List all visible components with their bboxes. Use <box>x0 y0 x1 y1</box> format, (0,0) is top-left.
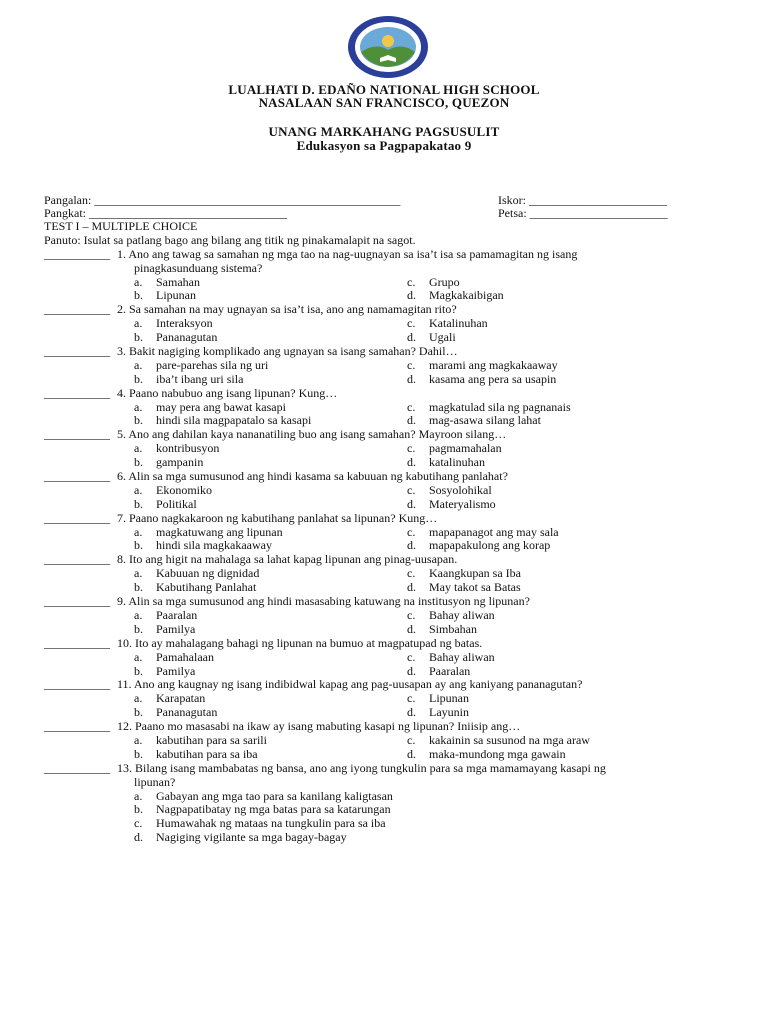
option-letter: a. <box>134 357 143 372</box>
option-letter: c. <box>407 399 416 414</box>
option-letter: a. <box>134 524 143 539</box>
option-letter: b. <box>134 802 143 817</box>
option-letter: d. <box>407 371 416 386</box>
options-row <box>44 803 744 817</box>
option-text: Paaralan <box>156 607 198 622</box>
option-text: Sosyolohikal <box>429 482 492 497</box>
option-text: pare-parehas sila ng uri <box>156 357 269 372</box>
option-text: Karapatan <box>156 691 206 706</box>
option-text: Ekonomiko <box>156 482 212 497</box>
question-row <box>44 248 744 262</box>
options-row <box>44 623 744 637</box>
option-text: Interaksyon <box>156 316 213 331</box>
options-row <box>44 734 744 748</box>
options-row <box>44 609 744 623</box>
option-letter: d. <box>407 580 416 595</box>
option-text: Lipunan <box>156 288 196 303</box>
answer-blank[interactable]: ___________ <box>44 760 110 775</box>
question-row <box>44 387 744 401</box>
option-text: katalinuhan <box>429 455 485 470</box>
option-text: kasama ang pera sa usapin <box>429 371 557 386</box>
option-letter: a. <box>134 316 143 331</box>
option-text: Humawahak ng mataas na tungkulin para sa iba <box>156 816 386 831</box>
question-text: 11. Ano ang kaugnay ng isang indibidwal kapag ang pag-uusapan ay ang kaniyang pananagutan? <box>117 677 583 692</box>
option-text: Pananagutan <box>156 705 218 720</box>
options-row <box>44 526 744 540</box>
question-row <box>44 762 744 776</box>
option-text: Paaralan <box>429 663 471 678</box>
question-text-continued: pinagkasunduang sistema? <box>134 260 263 275</box>
answer-blank[interactable]: ___________ <box>44 427 110 442</box>
options-row <box>44 331 744 345</box>
option-text: hindi sila magpapatalo sa kasapi <box>156 413 312 428</box>
date-field[interactable]: Petsa: _______________________ <box>498 206 668 220</box>
option-text: Kaangkupan sa Iba <box>429 566 521 581</box>
option-text: Lipunan <box>429 691 469 706</box>
option-text: Simbahan <box>429 621 477 636</box>
option-text: Bahay aliwan <box>429 649 495 664</box>
options-row <box>44 539 744 553</box>
question-text-continued: lipunan? <box>134 774 176 789</box>
question-text: 2. Sa samahan na may ugnayan sa isa’t isa, ano ang namamagitan rito? <box>117 302 457 317</box>
option-text: Bahay aliwan <box>429 607 495 622</box>
question-text: 5. Ano ang dahilan kaya nananatiling buo ang isang samahan? Mayroon silang… <box>117 427 507 442</box>
question-text: 1. Ano ang tawag sa samahan ng mga tao na nag-uugnayan sa isa’t isa sa pamamagitan ng isang <box>117 246 578 261</box>
answer-blank[interactable]: ___________ <box>44 302 110 317</box>
option-text: Ugali <box>429 330 456 345</box>
option-letter: b. <box>134 538 143 553</box>
subject-title: Edukasyon sa Pagpapakatao 9 <box>296 138 472 153</box>
options-row <box>44 665 744 679</box>
option-letter: d. <box>407 705 416 720</box>
question-row <box>44 345 744 359</box>
option-text: Pamilya <box>156 621 196 636</box>
options-row <box>44 289 744 303</box>
option-letter: d. <box>407 746 416 761</box>
answer-blank[interactable]: ___________ <box>44 246 110 261</box>
question-continuation <box>44 262 744 276</box>
answer-blank[interactable]: ___________ <box>44 677 110 692</box>
option-letter: b. <box>134 330 143 345</box>
option-letter: c. <box>407 274 416 289</box>
answer-blank[interactable]: ___________ <box>44 635 110 650</box>
option-text: mag-asawa silang lahat <box>429 413 541 428</box>
option-letter: b. <box>134 746 143 761</box>
option-letter: d. <box>407 538 416 553</box>
option-text: Materyalismo <box>429 496 496 511</box>
option-text: may pera ang bawat kasapi <box>156 399 286 414</box>
options-row <box>44 414 744 428</box>
option-letter: b. <box>134 455 143 470</box>
option-text: magkatuwang ang lipunan <box>156 524 283 539</box>
option-text: maka-mundong mga gawain <box>429 746 566 761</box>
options-row <box>44 276 744 290</box>
option-letter: d. <box>407 413 416 428</box>
answer-blank[interactable]: ___________ <box>44 552 110 567</box>
options-row <box>44 790 744 804</box>
question-row <box>44 512 744 526</box>
option-letter: c. <box>407 357 416 372</box>
option-letter: a. <box>134 482 143 497</box>
option-letter: c. <box>407 607 416 622</box>
option-text: Politikal <box>156 496 197 511</box>
option-letter: a. <box>134 399 143 414</box>
question-text: 8. Ito ang higit na mahalaga sa lahat kapag lipunan ang pinag-uusapan. <box>117 552 458 567</box>
option-letter: a. <box>134 691 143 706</box>
score-field[interactable]: Iskor: _______________________ <box>498 193 667 207</box>
options-row <box>44 359 744 373</box>
option-letter: c. <box>407 482 416 497</box>
question-continuation <box>44 776 744 790</box>
option-letter: b. <box>134 496 143 511</box>
question-row <box>44 678 744 692</box>
options-row <box>44 484 744 498</box>
option-letter: d. <box>407 330 416 345</box>
options-row <box>44 456 744 470</box>
option-letter: b. <box>134 413 143 428</box>
school-address: NASALAAN SAN FRANCISCO, QUEZON <box>258 95 510 110</box>
option-letter: a. <box>134 274 143 289</box>
options-row <box>44 831 744 845</box>
option-text: magkatulad sila ng pagnanais <box>429 399 571 414</box>
option-text: kakainin sa susunod na mga araw <box>429 732 590 747</box>
option-text: Kabuuan ng dignidad <box>156 566 260 581</box>
option-letter: a. <box>134 566 143 581</box>
option-letter: b. <box>134 621 143 636</box>
options-row <box>44 817 744 831</box>
test-instructions: Panuto: Isulat sa patlang bago ang bilang ang titik ng pinakamalapit na sagot. <box>44 232 416 247</box>
option-text: Pananagutan <box>156 330 218 345</box>
test-title: TEST I – MULTIPLE CHOICE <box>44 219 198 233</box>
options-row <box>44 317 744 331</box>
option-letter: b. <box>134 371 143 386</box>
option-text: Pamilya <box>156 663 196 678</box>
option-text: Nagpapatibatay ng mga batas para sa katarungan <box>156 802 391 817</box>
options-row <box>44 373 744 387</box>
option-letter: d. <box>407 621 416 636</box>
option-text: pagmamahalan <box>429 441 502 456</box>
option-letter: c. <box>407 316 416 331</box>
option-letter: d. <box>407 496 416 511</box>
question-row <box>44 595 744 609</box>
answer-blank[interactable]: ___________ <box>44 344 110 359</box>
option-text: mapapakulong ang korap <box>429 538 551 553</box>
option-text: Pamahalaan <box>156 649 214 664</box>
question-text: 13. Bilang isang mambabatas ng bansa, ano ang iyong tungkulin para sa mga mamamayang kasapi ng <box>117 760 606 775</box>
question-text: 9. Alin sa mga sumusunod ang hindi masasabing katuwang na institusyon ng lipunan? <box>117 594 530 609</box>
options-row <box>44 498 744 512</box>
option-letter: a. <box>134 732 143 747</box>
option-letter: b. <box>134 663 143 678</box>
option-letter: d. <box>407 663 416 678</box>
options-row <box>44 567 744 581</box>
option-letter: b. <box>134 705 143 720</box>
option-text: Katalinuhan <box>429 316 488 331</box>
exam-title: UNANG MARKAHANG PAGSUSULIT <box>268 124 500 139</box>
question-text: 12. Paano mo masasabi na ikaw ay isang mabuting kasapi ng lipunan? Iniisip ang… <box>117 719 521 734</box>
option-letter: c. <box>407 649 416 664</box>
answer-blank[interactable]: ___________ <box>44 719 110 734</box>
question-row <box>44 428 744 442</box>
option-text: Layunin <box>429 705 469 720</box>
option-letter: d. <box>134 830 143 845</box>
option-letter: c. <box>407 732 416 747</box>
seal-sun <box>382 35 394 47</box>
options-row <box>44 748 744 762</box>
multiple-choice-section <box>44 220 744 845</box>
option-text: hindi sila magkakaaway <box>156 538 272 553</box>
option-text: Kabutihang Panlahat <box>156 580 257 595</box>
option-text: Gabayan ang mga tao para sa kanilang kaligtasan <box>156 788 393 803</box>
option-text: iba’t ibang uri sila <box>156 371 244 386</box>
name-field[interactable]: Pangalan: ___________________________________________________ <box>44 193 401 207</box>
options-row <box>44 651 744 665</box>
option-text: Nagiging vigilante sa mga bagay-bagay <box>156 830 347 845</box>
option-letter: a. <box>134 788 143 803</box>
options-row <box>44 692 744 706</box>
option-text: mapapanagot ang may sala <box>429 524 559 539</box>
school-seal-logo <box>346 14 430 80</box>
option-text: Grupo <box>429 274 460 289</box>
option-letter: a. <box>134 441 143 456</box>
school-name: LUALHATI D. EDAÑO NATIONAL HIGH SCHOOL <box>228 82 540 97</box>
option-text: May takot sa Batas <box>429 580 521 595</box>
option-text: Magkakaibigan <box>429 288 504 303</box>
options-row <box>44 581 744 595</box>
option-text: gampanin <box>156 455 204 470</box>
options-row <box>44 706 744 720</box>
option-text: Samahan <box>156 274 200 289</box>
option-letter: c. <box>407 441 416 456</box>
answer-blank[interactable]: ___________ <box>44 594 110 609</box>
option-letter: c. <box>407 691 416 706</box>
question-text: 4. Paano nabubuo ang isang lipunan? Kung… <box>117 385 338 400</box>
question-row <box>44 303 744 317</box>
section-field[interactable]: Pangkat: _________________________________ <box>44 206 287 220</box>
question-text: 6. Alin sa mga sumusunod ang hindi kasama sa kabuuan ng kabutihang panlahat? <box>117 469 508 484</box>
options-row <box>44 401 744 415</box>
option-letter: d. <box>407 455 416 470</box>
option-text: kabutihan para sa sarili <box>156 732 267 747</box>
question-text: 7. Paano nagkakaroon ng kabutihang panlahat sa lipunan? Kung… <box>117 510 438 525</box>
question-row <box>44 553 744 567</box>
answer-blank[interactable]: ___________ <box>44 469 110 484</box>
option-letter: a. <box>134 607 143 622</box>
answer-blank[interactable]: ___________ <box>44 510 110 525</box>
answer-blank[interactable]: ___________ <box>44 385 110 400</box>
options-row <box>44 442 744 456</box>
option-letter: c. <box>407 524 416 539</box>
question-row <box>44 637 744 651</box>
option-text: marami ang magkakaaway <box>429 357 558 372</box>
question-text: 10. Ito ay mahalagang bahagi ng lipunan na bumuo at magpatupad ng batas. <box>117 635 483 650</box>
option-letter: c. <box>134 816 143 831</box>
question-row <box>44 470 744 484</box>
option-letter: b. <box>134 288 143 303</box>
question-text: 3. Bakit nagiging komplikado ang ugnayan sa isang samahan? Dahil… <box>117 344 458 359</box>
option-text: kabutihan para sa iba <box>156 746 258 761</box>
option-letter: b. <box>134 580 143 595</box>
option-text: kontribusyon <box>156 441 220 456</box>
option-letter: c. <box>407 566 416 581</box>
option-letter: d. <box>407 288 416 303</box>
question-row <box>44 720 744 734</box>
option-letter: a. <box>134 649 143 664</box>
